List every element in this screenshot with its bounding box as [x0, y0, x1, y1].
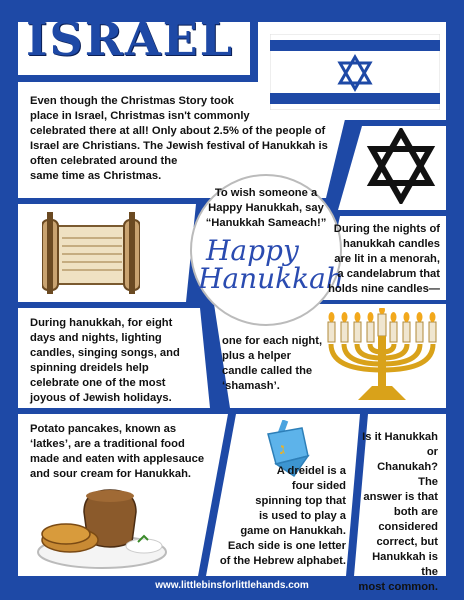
- page-title: ISRAEL: [26, 12, 235, 66]
- nights-text: During the nights of hanukkah candles are lit in a menorah, a candelabrum that holds nine candles—: [328, 223, 440, 295]
- torah-scroll-icon: [42, 212, 140, 294]
- happy-word: Happy: [206, 234, 299, 267]
- dreidel-text: A dreidel is a four sided spinning top that is used to play a game on Hanukkah. Each side is one letter of the Hebrew alphabet.: [219, 465, 346, 567]
- greeting-text: To wish someone a Happy Hanukkah, say “Hanukkah Sameach!”: [205, 187, 327, 229]
- star-of-david-icon: [366, 128, 436, 204]
- eight-days-text: During hanukkah, for eight days and nights, lighting candles, singing songs, and spinning dreidels help celebrate one of the most joyous of Jewish holidays.: [30, 317, 180, 404]
- helper-candle-text: one for each night, plus a helper candle called the ‘shamash’.: [222, 335, 323, 392]
- footer-url[interactable]: www.littlebinsforlittlehands.com: [155, 580, 309, 591]
- svg-text:ג: ג: [280, 440, 285, 458]
- latkes-text: Potato pancakes, known as ‘latkes’, are a traditional food made and eaten with applesauce and sour cream for Hanukkah.: [30, 423, 205, 480]
- latkes-plate-icon: [34, 486, 174, 572]
- hanukkah-word: Hanukkah: [198, 262, 344, 295]
- spelling-text: Is it Hanukkah or Chanukah? The answer is that both are considered correct, but Hanukkah is the most common.: [358, 431, 438, 593]
- intro-text: Even though the Christmas Story took place in Israel, Christmas isn't commonly celebrated there at all! Only about 2.5% of the people of Israel are Christians. The Jewish festival of Hanukkah is often celebrated around the same time as Christmas.: [30, 95, 328, 182]
- menorah-icon: [322, 308, 442, 404]
